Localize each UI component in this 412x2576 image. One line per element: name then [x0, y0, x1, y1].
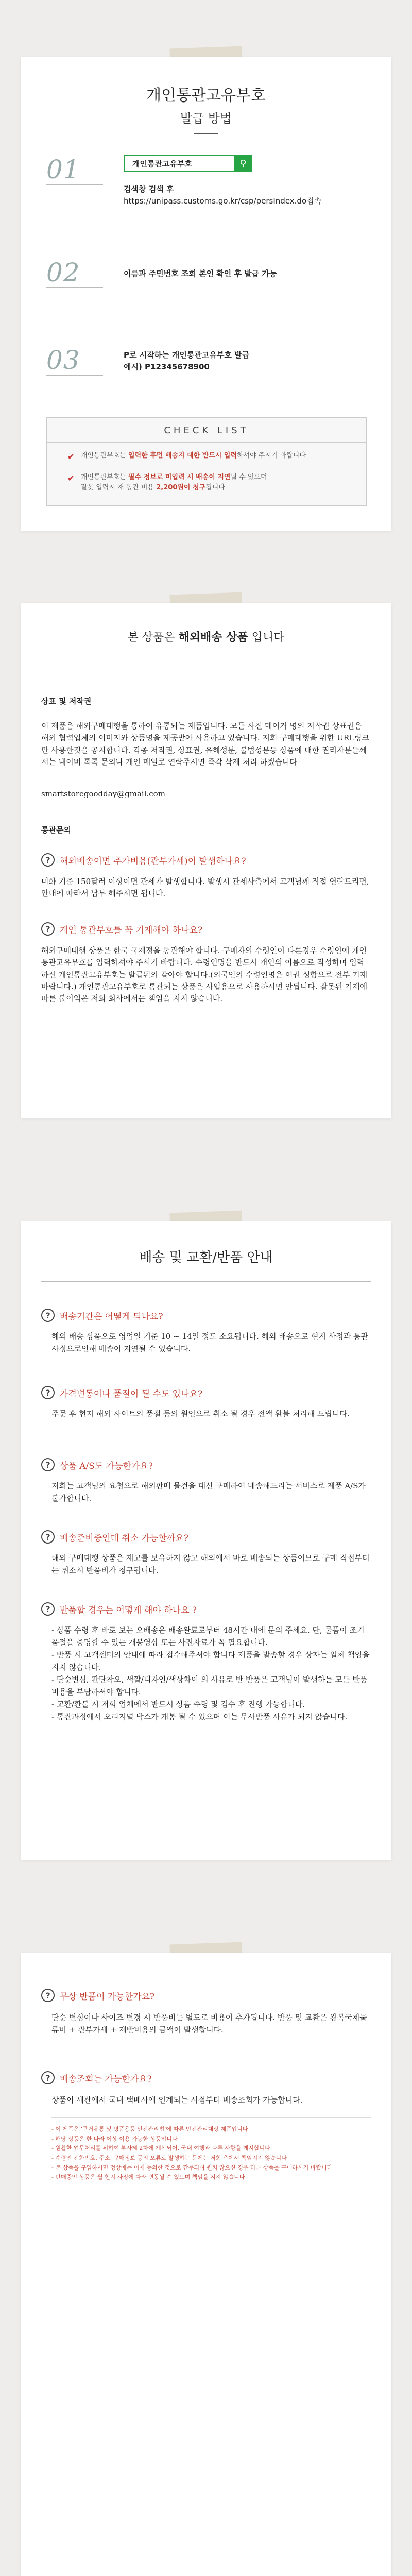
faq-answer: - 상품 수령 후 바로 보는 오배송은 배송완료로부터 48시간 내에 문의 주세요. 단, 물품이 조기 품절을 증명할 수 있는 개봉영상 또는 사진자료가 꼭 필요합니다. - 반품 시 고객센터의 안내에 따라 접수해주셔야 합니다 제품을 발송할 경우 상자는 일체 책임을 지지 않습니다. - 단순변심, 판단착오, 색깔/디자인/색상차이 의 사유로 반 반품은 고객님이 발생하는 모든 반품비용을 부담하셔야 합니다. - 교환/환불 시 저희 업체에서 반드시 상품 수령 및 검수 후 진행 가능합니다. - 통관과정에서 오리지널 박스가 개봉 될 수 있으며 이는 무사반품 사유가 되지 않습니다. [52, 1625, 370, 1721]
faq-question-text: 개인 통관부호를 꼭 기재해야 하나요? [60, 925, 203, 936]
step-underline [46, 287, 103, 288]
faq-answer: 해외 구매대행 상품은 재고를 보유하지 않고 해외에서 바로 배송되는 상품이므로 구매 직접부터는 취소시 반품비가 청구됩니다. [52, 1553, 370, 1575]
faq-question-text: 배송준비중인데 취소 가능할까요? [60, 1533, 188, 1544]
checklist-text: 될 수 있으며 [230, 473, 267, 481]
question-icon: ? [41, 1602, 55, 1616]
step-1-text [124, 183, 391, 208]
faq-question-text: 해외배송이면 추가비용(관부가세)이 발생하나요? [60, 856, 246, 867]
faq-answer: 저희는 고객님의 요청으로 해외판매 물건을 대신 구매하여 배송해드리는 서비스로 제품 A/S가 불가합니다. [52, 1481, 366, 1503]
faq-question-text: 배송조회는 가능한가요? [60, 2074, 152, 2084]
section-label-customs: 통관문의 [41, 825, 71, 835]
checkmark-icon: ✔ [67, 473, 75, 483]
guide-title: 개인통관고유부호 [146, 87, 266, 105]
guide-subtitle: 발급 방법 [180, 111, 232, 126]
title-text: 본 상품은 [127, 631, 179, 644]
faq-question [41, 1386, 202, 1399]
faq-question-text: 무상 반품이 가능한가요? [60, 1991, 155, 2002]
checklist-highlight: 입력한 휴먼 배송지 대한 반드시 입력 [128, 452, 237, 460]
checklist-text: 개인통관부호는 [81, 452, 129, 460]
checklist-text: 하셔야 주시기 바랍니다 [237, 452, 306, 460]
faq-question-text: 상품 A/S도 가능한가요? [60, 1461, 153, 1471]
faq-answer: 해외구매대행 상품은 한국 국제정을 통관해야 합니다. 구매자의 수령인이 다른경우 수령인에 개인통관고유부호를 입력하셔야 주시기 바랍니다. 수령인명을 반드시 개인의 이름으로 작성하며 입력하신 개인통관고유부호는 발급된의 같아야 합니다.(외국인의 수령인명은 여권 성함으로 전부 기재 바랍니다.) 개인통관고유부호로 통관되는 상품은 사업용으로 사용하시면 안됩니다. 잘못된 기재에 따른 불이익은 저희 회사에서는 책임을 지지 않습니다. [41, 946, 368, 1003]
step-3-text [124, 349, 391, 374]
checklist-heading: CHECK LIST [164, 425, 249, 436]
faq-question [41, 922, 202, 936]
shipping-title: 배송 및 교환/반품 안내 [139, 1250, 273, 1265]
step-number: 03 [46, 345, 80, 375]
step-number: 02 [46, 258, 80, 287]
search-box-text: 개인통관고유부호 [132, 159, 192, 168]
checklist-box [46, 417, 367, 506]
step-3 [46, 345, 250, 375]
faq-question [41, 1309, 163, 1322]
notes-divider [52, 2117, 371, 2118]
contact-email: smartstoregoodday@gmail.com [41, 789, 165, 799]
step-1-line1: 검색창 검색 후 [124, 184, 174, 194]
subtitle-underline [194, 133, 218, 134]
notice-item: - 원활한 업무처리를 위하여 부사제 2차에 계산되어, 국내 여행과 다른 사항을 게시합니다 [52, 2145, 270, 2152]
step-1-line2: https://unipass.customs.go.kr/csp/persIndex.do접속 [124, 196, 322, 206]
shipping-return-card [21, 1221, 391, 1860]
question-icon: ? [41, 1458, 55, 1471]
question-icon: ? [41, 1309, 55, 1322]
checklist-divider [47, 442, 366, 443]
step-underline [46, 375, 103, 376]
question-icon: ? [41, 1386, 55, 1399]
notice-item: - 판매중인 상품은 월 현지 사정에 따라 변동될 수 있으며 책임을 지지 않습니다 [52, 2174, 245, 2181]
checklist-text: 개인통관부호는 [81, 473, 129, 481]
title-emphasis: 해외배송 상품 [178, 631, 248, 644]
faq-question-text: 반품할 경우는 어떻게 해야 하나요 ? [60, 1605, 197, 1616]
step-1 [46, 155, 322, 206]
title-divider [41, 1281, 371, 1282]
faq-answer: 단순 변심이나 사이즈 변경 시 반품비는 별도로 비용이 추가됩니다. 반품 및 교환은 왕복국제물류비 + 관부가세 + 제반비용의 금액이 발생합니다. [52, 2013, 367, 2035]
notice-item: - 이 제품은 '쿠거유통 및 명품용품 인전관리법'에 따른 안전관리대상 제품입니다 [52, 2126, 248, 2132]
faq-question-text: 가격변동이나 품절이 될 수도 있나요? [60, 1388, 203, 1399]
checklist-highlight: 필수 정보로 미입력 시 배송이 지연 [128, 473, 231, 481]
checklist-highlight: 2,200원이 청구 [156, 483, 206, 492]
faq-question [41, 2071, 152, 2084]
step-2-text: 이름과 주민번호 조회 본인 확인 후 발급 가능 [124, 269, 277, 278]
faq-question [41, 853, 246, 867]
overseas-shipping-card [21, 603, 391, 1118]
step-2 [46, 258, 277, 287]
step-underline [46, 184, 103, 185]
step-number: 01 [46, 155, 80, 184]
step-3-line2: 예시) P12345678900 [124, 362, 210, 372]
section-label-copyright: 상표 및 저작권 [41, 697, 92, 706]
question-icon: ? [41, 2071, 55, 2084]
notice-item: - 해당 상품은 한 나라 이상 이용 가능한 상품입니다 [52, 2135, 178, 2142]
faq-question [41, 1989, 154, 2002]
faq-question [41, 1602, 197, 1616]
customs-code-guide-card [21, 57, 391, 531]
faq-answer: 주문 후 현지 해외 사이트의 품절 등의 원인으로 취소 될 경우 전액 환불 처리해 드립니다. [52, 1409, 350, 1418]
search-box-illustration [124, 155, 252, 172]
faq-answer: 해외 배송 상품으로 영업일 기준 10 ~ 14일 정도 소요됩니다. 해외 배송으로 현지 사정과 통관 사정으로인해 배송이 지연될 수 있습니다. [52, 1332, 368, 1353]
faq-question [41, 1458, 153, 1471]
faq-answer: 미화 기준 150달러 이상이면 관세가 발생합니다. 발생시 관세사측에서 고객님께 직접 연락드리면, 안내에 따라서 납부 해주시면 됩니다. [41, 877, 369, 899]
checklist-text: 잘못 입력시 재 통관 비용 [81, 483, 157, 492]
title-text: 입니다 [248, 631, 285, 644]
copyright-paragraph: 이 제품은 해외구매대행을 통하여 유통되는 제품입니다. 모든 사진 메이커 명의 저작권 상표권은 해외 협력업체의 이미지와 상품명을 제공받아 사용하고 있습니다. 저희 구매대행을 위한 URL링크만 사용한것을 공지합니다. 각종 저작권, 상표권, 유해성분, 불법성분등 상품에 대한 권리자분들께서는 내이버 톡톡 문의나 개인 메일로 연락주시면 즉각 삭제 처리 하겠습니다 [41, 721, 369, 767]
overseas-title [21, 629, 391, 645]
faq-question-text: 배송기간은 어떻게 되나요? [60, 1311, 163, 1322]
search-icon: ⚲ [234, 155, 252, 172]
checkmark-icon: ✔ [67, 452, 75, 462]
notice-item: - 수령인 전화번호, 주소, 구매정보 등의 오류로 발생하는 문제는 저희 측에서 책임지지 않습니다 [52, 2155, 287, 2162]
checklist-text: 됩니다 [205, 483, 225, 492]
notice-item: - 본 상품을 구입하시면 정상에는 이에 동의한 것으로 간주되며 원치 않으신 경우 다른 상품을 구매하시기 바랍니다 [52, 2164, 333, 2171]
return-faq-card [21, 1953, 391, 2576]
step-3-line1: P로 시작하는 개인통관고유부호 발급 [124, 350, 250, 360]
notice-list [52, 2125, 371, 2182]
faq-question [41, 1530, 188, 1544]
question-icon: ? [41, 1530, 55, 1544]
question-icon: ? [41, 853, 55, 867]
question-icon: ? [41, 922, 55, 936]
faq-answer: 상품이 세관에서 국내 택배사에 인계되는 시점부터 배송조회가 가능합니다. [52, 2095, 303, 2105]
question-icon: ? [41, 1989, 55, 2002]
